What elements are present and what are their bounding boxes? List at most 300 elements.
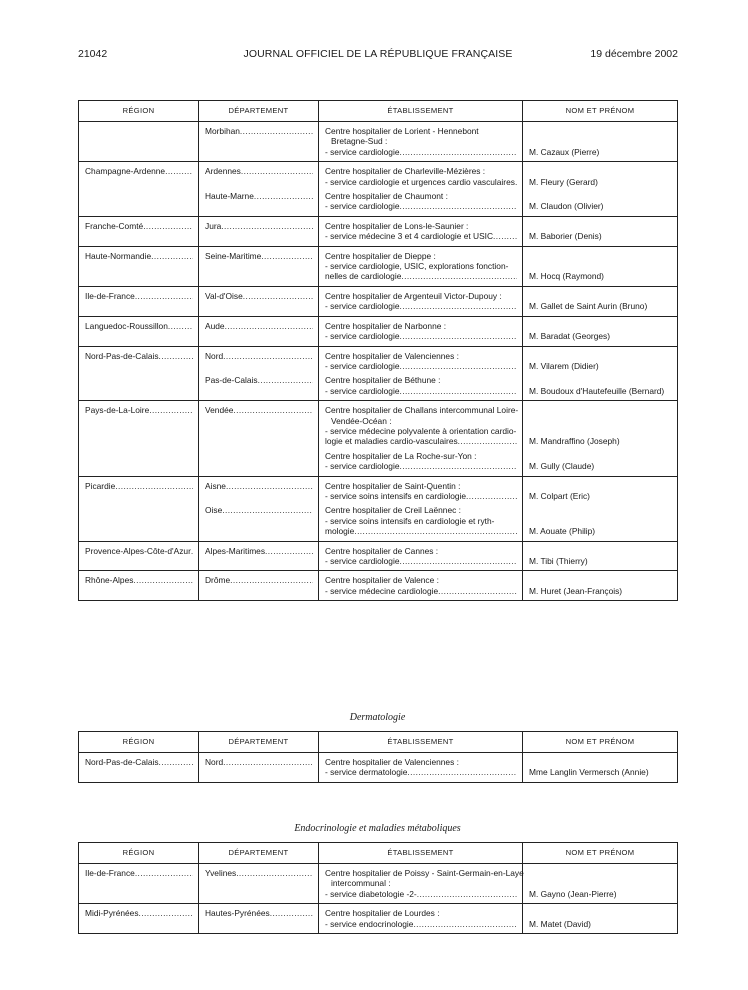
department-line <box>205 321 313 331</box>
establishment-line: Centre hospitalier de Valenciennes : <box>325 350 459 361</box>
establishment-line-line <box>325 526 517 536</box>
establishment-cell <box>319 541 523 571</box>
dot-leader <box>399 331 517 341</box>
region-cell <box>79 162 199 217</box>
department-line <box>205 908 313 918</box>
name-cell <box>523 346 678 401</box>
establishment-line: - service soins intensifs en cardiologie et ryth- <box>325 515 495 526</box>
establishment-line-line <box>325 361 517 371</box>
establishment-line: Centre hospitalier de Chaumont : <box>325 191 448 202</box>
person-block <box>529 546 672 567</box>
name-cell <box>523 864 678 904</box>
person-name: M. Fleury (Gerard) <box>529 176 598 187</box>
department: Oise <box>205 505 223 516</box>
establishment-cell <box>319 864 523 904</box>
person-name: Mme Langlin Vermersch (Annie) <box>529 767 649 778</box>
department-cell <box>199 286 319 316</box>
table-row <box>79 476 678 541</box>
person-block <box>529 321 672 342</box>
dot-leader <box>399 461 517 471</box>
region: Languedoc-Roussillon <box>85 320 168 331</box>
region-line <box>85 221 193 231</box>
establishment-line-line <box>325 331 517 341</box>
table-row <box>79 864 678 904</box>
establishment-block <box>325 321 517 342</box>
dot-leader <box>159 351 193 361</box>
establishment-block <box>325 405 517 447</box>
region-line <box>85 546 193 556</box>
dot-leader <box>458 436 517 446</box>
person-name: M. Colpart (Eric) <box>529 490 590 501</box>
establishment-cell <box>319 246 523 286</box>
person-block <box>529 405 672 447</box>
name-cell <box>523 571 678 601</box>
person-block <box>529 351 672 372</box>
department: Vendée <box>205 405 234 416</box>
department: Jura <box>205 220 222 231</box>
dot-leader <box>413 919 517 929</box>
establishment-line: - service cardiologie et urgences cardio vasculaires <box>325 176 515 187</box>
dot-leader <box>225 321 313 331</box>
region-line <box>85 575 193 585</box>
page-number: 21042 <box>78 48 108 60</box>
dot-leader <box>223 351 313 361</box>
region-cell <box>79 216 199 246</box>
department: Nord <box>205 350 224 361</box>
name-cell <box>523 541 678 571</box>
dot-leader <box>417 889 517 899</box>
establishment-line: Centre hospitalier de Lorient - Hennebont <box>325 126 479 136</box>
dot-leader <box>226 481 313 491</box>
dot-leader <box>151 251 193 261</box>
dot-leader <box>243 291 313 301</box>
department-cell <box>199 476 319 541</box>
person-block <box>529 757 672 778</box>
department-line <box>205 191 313 201</box>
establishment-block <box>325 221 517 242</box>
name-cell <box>523 216 678 246</box>
dot-leader <box>399 386 517 396</box>
dot-leader <box>133 575 193 585</box>
dot-leader <box>254 191 313 201</box>
region-line <box>85 481 193 491</box>
region: Ile-de-France <box>85 290 135 301</box>
establishment-line: Centre hospitalier de Narbonne : <box>325 320 447 331</box>
establishment-cell <box>319 162 523 217</box>
department-block <box>205 221 313 242</box>
region-line <box>85 166 193 176</box>
dot-leader <box>241 166 313 176</box>
person-block <box>529 575 672 596</box>
establishment-line-line <box>325 889 517 899</box>
department: Val-d'Oise <box>205 290 243 301</box>
department-cell <box>199 246 319 286</box>
department-block <box>205 908 313 929</box>
establishment-line: - service cardiologie <box>325 331 400 342</box>
person-block <box>529 451 672 472</box>
region-cell <box>79 122 199 162</box>
establishment-line: - service endocrinologie <box>325 918 414 929</box>
department: Ardennes <box>205 166 241 177</box>
establishment-block <box>325 505 517 536</box>
table-row <box>79 753 678 783</box>
establishment-cell <box>319 122 523 162</box>
column-header: RÉGION <box>79 732 199 753</box>
dot-leader <box>466 491 517 501</box>
column-header: DÉPARTEMENT <box>199 843 319 864</box>
department-block <box>205 321 313 342</box>
region-cell <box>79 476 199 541</box>
establishment-line: Centre hospitalier de La Roche-sur-Yon : <box>325 450 477 461</box>
person-name: M. Boudoux d'Hautefeuille (Bernard) <box>529 385 665 396</box>
department-line <box>205 481 313 491</box>
department-line <box>205 351 313 361</box>
establishment-block <box>325 908 517 929</box>
dot-leader <box>115 481 193 491</box>
establishment-block <box>325 575 517 596</box>
department-line <box>205 375 313 385</box>
department-line <box>205 126 313 136</box>
person-block <box>529 481 672 502</box>
establishment-line: - service cardiologie <box>325 146 400 157</box>
region: Franche-Comté <box>85 220 144 231</box>
name-cell <box>523 904 678 934</box>
establishment-line: mologie <box>325 526 355 537</box>
table-row <box>79 346 678 401</box>
column-header: NOM ET PRÉNOM <box>523 843 678 864</box>
department-block <box>205 166 313 187</box>
region-line <box>85 251 193 261</box>
department-cell <box>199 401 319 476</box>
issue-date: 19 décembre 2002 <box>590 48 678 60</box>
department: Haute-Marne <box>205 191 254 202</box>
region-line <box>85 908 193 918</box>
department-block <box>205 291 313 312</box>
establishment-line: Centre hospitalier de Argenteuil Victor-Dupouy : <box>325 290 502 301</box>
dot-leader <box>265 546 313 556</box>
region: Nord-Pas-de-Calais <box>85 757 159 767</box>
establishment-line-line <box>325 386 517 396</box>
table-row <box>79 316 678 346</box>
column-header: DÉPARTEMENT <box>199 101 319 122</box>
department-cell <box>199 864 319 904</box>
region: Rhône-Alpes <box>85 575 134 586</box>
name-cell <box>523 753 678 783</box>
dot-leader <box>168 321 193 331</box>
department-cell <box>199 346 319 401</box>
establishment-block <box>325 757 517 778</box>
establishment-line: nelles de cardiologie <box>325 271 402 282</box>
column-header: NOM ET PRÉNOM <box>523 101 678 122</box>
establishment-block <box>325 126 517 157</box>
region-line <box>85 291 193 301</box>
region-cell <box>79 316 199 346</box>
establishment-line: Centre hospitalier de Creil Laënnec : <box>325 505 461 516</box>
establishment-line-line <box>325 301 517 311</box>
establishment-cell <box>319 753 523 783</box>
region-cell <box>79 904 199 934</box>
department-line <box>205 166 313 176</box>
department: Hautes-Pyrénées <box>205 908 270 919</box>
department-block <box>205 126 313 157</box>
table-row <box>79 541 678 571</box>
name-cell <box>523 316 678 346</box>
department: Morbihan <box>205 126 240 136</box>
department-line <box>205 405 313 415</box>
person-block <box>529 221 672 242</box>
establishment-line-line <box>325 177 517 187</box>
establishment-line: intercommunal : <box>331 878 391 889</box>
journal-title: JOURNAL OFFICIEL DE LA RÉPUBLIQUE FRANÇAISE <box>243 48 513 60</box>
department-block <box>205 575 313 596</box>
region-line <box>85 868 193 878</box>
dot-leader <box>223 757 313 767</box>
establishment-cell <box>319 216 523 246</box>
department: Aude <box>205 320 225 331</box>
establishment-line-line <box>325 767 517 777</box>
person-name: M. Tibi (Thierry) <box>529 555 588 566</box>
person-block <box>529 166 672 187</box>
person-name: M. Huret (Jean-François) <box>529 585 623 596</box>
establishment-line: - service cardiologie <box>325 556 400 566</box>
establishment-line-line <box>325 271 517 281</box>
person-name: M. Cazaux (Pierre) <box>529 146 600 157</box>
establishment-line-line <box>325 201 517 211</box>
appointments-table <box>78 100 678 601</box>
table-row <box>79 216 678 246</box>
header-row <box>79 843 678 864</box>
department-cell <box>199 316 319 346</box>
establishment-block <box>325 251 517 282</box>
region-cell <box>79 401 199 476</box>
dot-leader <box>258 375 313 385</box>
appointments-table <box>78 842 678 934</box>
establishment-line: - service cardiologie <box>325 360 400 371</box>
header-row <box>79 732 678 753</box>
column-header: ÉTABLISSEMENT <box>319 732 523 753</box>
dot-leader <box>401 271 517 281</box>
region-line <box>85 321 193 331</box>
establishment-line-line <box>325 461 517 471</box>
person-block <box>529 126 672 157</box>
dot-leader <box>493 231 517 241</box>
establishment-block <box>325 351 517 372</box>
department-block <box>205 351 313 372</box>
person-name: M. Gallet de Saint Aurin (Bruno) <box>529 301 648 312</box>
region-cell <box>79 864 199 904</box>
establishment-block <box>325 191 517 212</box>
dot-leader <box>399 201 517 211</box>
region: Midi-Pyrénées <box>85 908 139 919</box>
dot-leader <box>149 405 193 415</box>
dot-leader <box>399 361 517 371</box>
department-cell <box>199 541 319 571</box>
establishment-cell <box>319 476 523 541</box>
region-cell <box>79 286 199 316</box>
establishment-line: Centre hospitalier de Lourdes : <box>325 908 440 919</box>
department-cell <box>199 216 319 246</box>
table-row <box>79 571 678 601</box>
region-cell <box>79 753 199 783</box>
dot-leader <box>165 166 193 176</box>
department: Alpes-Maritimes <box>205 545 266 556</box>
person-block <box>529 251 672 282</box>
establishment-block <box>325 451 517 472</box>
establishment-cell <box>319 316 523 346</box>
department-line <box>205 251 313 261</box>
establishment-line-line <box>325 147 517 157</box>
establishment-block <box>325 481 517 502</box>
person-block <box>529 291 672 312</box>
person-block <box>529 191 672 212</box>
establishment-line: Centre hospitalier de Lons-le-Saunier : <box>325 220 469 231</box>
table-row <box>79 122 678 162</box>
department-line <box>205 757 313 767</box>
establishment-cell <box>319 401 523 476</box>
column-header: ÉTABLISSEMENT <box>319 101 523 122</box>
dot-leader <box>515 177 517 187</box>
region: Ile-de-France <box>85 868 135 878</box>
department-block <box>205 251 313 282</box>
dot-leader <box>399 301 517 311</box>
table-row <box>79 401 678 476</box>
department-line <box>205 575 313 585</box>
table-row <box>79 246 678 286</box>
person-block <box>529 375 672 396</box>
page-header <box>78 48 678 64</box>
department-cell <box>199 162 319 217</box>
column-header: DÉPARTEMENT <box>199 732 319 753</box>
table-row <box>79 162 678 217</box>
dot-leader <box>143 221 193 231</box>
dot-leader <box>139 908 193 918</box>
person-name: M. Vilarem (Didier) <box>529 360 599 371</box>
appointments-table <box>78 731 678 783</box>
department-cell <box>199 571 319 601</box>
department-block <box>205 505 313 536</box>
establishment-line-line <box>325 231 517 241</box>
person-name: M. Matet (David) <box>529 918 591 929</box>
establishment-line: Bretagne-Sud : <box>331 136 388 147</box>
establishment-cell <box>319 571 523 601</box>
department-block <box>205 546 313 567</box>
establishment-cell <box>319 904 523 934</box>
establishment-line: Centre hospitalier de Challans intercommunal Loire- <box>325 405 519 416</box>
establishment-line: - service cardiologie, USIC, explorations fonction- <box>325 261 509 272</box>
department-cell <box>199 753 319 783</box>
dot-leader <box>135 868 193 878</box>
establishment-line: Centre hospitalier de Dieppe : <box>325 250 436 261</box>
region: Haute-Normandie <box>85 250 152 261</box>
column-header: RÉGION <box>79 101 199 122</box>
department-block <box>205 868 313 899</box>
department-line <box>205 546 313 556</box>
dot-leader <box>233 405 313 415</box>
region: Champagne-Ardenne <box>85 166 166 177</box>
name-cell <box>523 401 678 476</box>
region: Pays-de-La-Loire <box>85 405 150 416</box>
dot-leader <box>221 221 313 231</box>
region-line <box>85 351 193 361</box>
dot-leader <box>222 505 313 515</box>
region-cell <box>79 346 199 401</box>
person-name: M. Baborier (Denis) <box>529 231 602 242</box>
region-line <box>85 405 193 415</box>
dot-leader <box>399 556 517 566</box>
establishment-block <box>325 166 517 187</box>
establishment-line: Centre hospitalier de Valence : <box>325 575 439 586</box>
region-cell <box>79 541 199 571</box>
establishment-line: Centre hospitalier de Béthune : <box>325 375 441 386</box>
dot-leader <box>240 126 313 136</box>
name-cell <box>523 246 678 286</box>
department-line <box>205 505 313 515</box>
establishment-line: logie et maladies cardio-vasculaires <box>325 436 458 447</box>
department: Yvelines <box>205 868 237 878</box>
establishment-line: - service cardiologie <box>325 385 400 396</box>
establishment-line: Centre hospitalier de Charleville-Mézières : <box>325 166 486 177</box>
department: Drôme <box>205 575 231 586</box>
establishment-line: - service cardiologie <box>325 301 400 312</box>
section-title: Endocrinologie et maladies métaboliques <box>294 823 461 834</box>
establishment-line: Centre hospitalier de Cannes : <box>325 545 439 556</box>
region: Picardie <box>85 480 116 491</box>
establishment-line-line <box>325 586 517 596</box>
department-line <box>205 221 313 231</box>
establishment-cell <box>319 346 523 401</box>
establishment-line-line <box>325 491 517 501</box>
column-header: ÉTABLISSEMENT <box>319 843 523 864</box>
establishment-line: - service soins intensifs en cardiologie <box>325 490 467 501</box>
name-cell <box>523 162 678 217</box>
dot-leader <box>159 757 193 767</box>
establishment-cell <box>319 286 523 316</box>
establishment-block <box>325 375 517 396</box>
establishment-line: - service médecine 3 et 4 cardiologie et USIC <box>325 231 494 242</box>
department: Pas-de-Calais <box>205 375 258 386</box>
establishment-line: - service médecine cardiologie <box>325 585 439 596</box>
department-block <box>205 191 313 212</box>
establishment-line: Centre hospitalier de Poissy - Saint-Germain-en-Laye <box>325 868 524 878</box>
dot-leader <box>236 868 313 878</box>
establishment-line: Centre hospitalier de Valenciennes : <box>325 757 459 767</box>
establishment-block <box>325 291 517 312</box>
department-block <box>205 405 313 471</box>
establishment-line-line <box>325 919 517 929</box>
dot-leader <box>261 251 313 261</box>
department-block <box>205 757 313 778</box>
department-block <box>205 481 313 502</box>
dot-leader <box>399 147 517 157</box>
column-header: NOM ET PRÉNOM <box>523 732 678 753</box>
establishment-block <box>325 546 517 567</box>
establishment-line-line <box>325 556 517 566</box>
region: Nord-Pas-de-Calais <box>85 350 159 361</box>
department-block <box>205 375 313 396</box>
column-header: RÉGION <box>79 843 199 864</box>
dot-leader <box>135 291 193 301</box>
establishment-line-line <box>325 436 517 446</box>
name-cell <box>523 476 678 541</box>
establishment-line: Vendée-Océan : <box>331 415 392 426</box>
department-line <box>205 868 313 878</box>
dot-leader <box>354 526 517 536</box>
name-cell <box>523 286 678 316</box>
department-line <box>205 291 313 301</box>
dot-leader <box>438 586 517 596</box>
department: Seine-Maritime <box>205 250 262 261</box>
table-row <box>79 286 678 316</box>
